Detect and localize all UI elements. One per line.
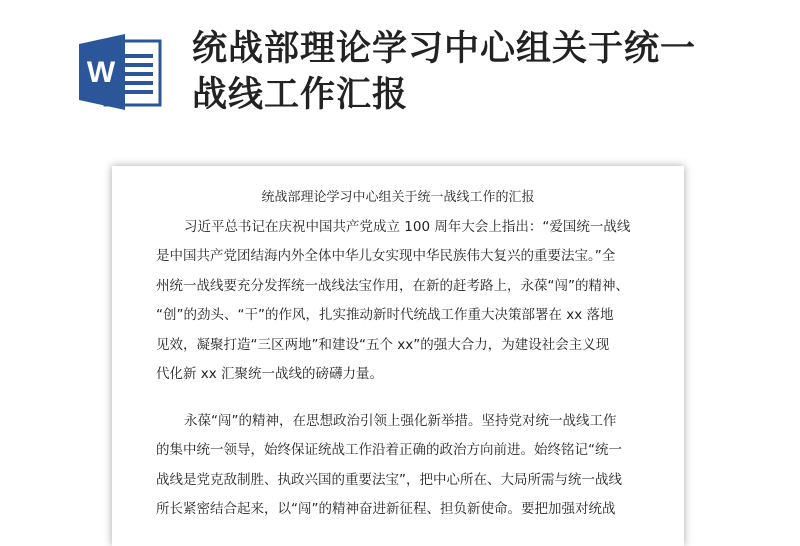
- paragraph-line: 习近平总书记在庆祝中国共产党成立 100 周年大会上指出：“爱国统一战线: [184, 219, 631, 235]
- paragraph-2: [156, 407, 646, 525]
- paragraph-line: 所长紧密结合起来，以“闯”的精神奋进新征程、担负新使命。要把加强对统战: [156, 501, 616, 518]
- document-title: 统战部理论学习中心组关于统一战线工作的汇报: [261, 190, 535, 205]
- title-line-1: 统战部理论学习中心组关于统一: [192, 29, 697, 69]
- paragraph-line: 州统一战线要充分发挥统一战线法宝作用，在新的赶考路上，永葆“闯”的精神、: [156, 277, 629, 294]
- paragraph-line: “创”的劲头、“干”的作风，扎实推动新时代统战工作重大决策部署在 xx 落地: [156, 307, 614, 324]
- title-line-2: 战线工作汇报: [192, 75, 409, 115]
- header: [0, 0, 800, 160]
- page-title: [192, 26, 782, 118]
- word-document-icon: [77, 32, 163, 112]
- document-page: [112, 166, 684, 546]
- paragraph-line: 的集中统一领导，始终保证统战工作沿着正确的政治方向前进。始终铭记“统一: [156, 442, 622, 459]
- paragraph-line: 见效，凝聚打造“三区两地”和建设“五个 xx”的强大合力，为建设社会主义现: [156, 336, 610, 353]
- paragraph-line: 永葆“闯”的精神，在思想政治引领上强化新举措。坚持党对统一战线工作: [184, 413, 617, 429]
- paragraph-1: [156, 213, 646, 389]
- paragraph-line: 是中国共产党团结海内外全体中华儿女实现中华民族伟大复兴的重要法宝。”全: [156, 248, 616, 265]
- paragraph-line: 代化新 xx 汇聚统一战线的磅礴力量。: [156, 366, 384, 383]
- paragraph-line: 战线是党克敌制胜、执政兴国的重要法宝”，把中心所在、大局所需与统一战线: [156, 471, 622, 488]
- word-icon-letter: W: [86, 56, 116, 89]
